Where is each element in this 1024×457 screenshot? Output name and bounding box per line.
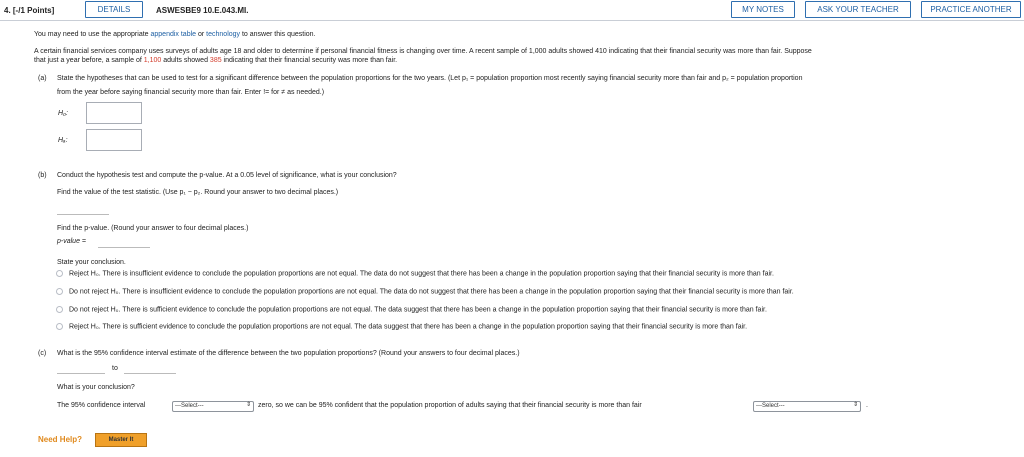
details-button[interactable]: DETAILS	[85, 1, 143, 18]
problem-text-a: that just a year before, a sample of	[34, 57, 144, 64]
ci-lower-input[interactable]	[57, 362, 105, 374]
practice-another-button[interactable]: PRACTICE ANOTHER	[921, 1, 1021, 18]
ci-upper-input[interactable]	[124, 362, 176, 374]
option-3-text: Do not reject H₀. There is sufficient evidence to conclude the population proportions are not equal. The data suggest that there has been a change in the population proportion saying that their financial security is more than fair.	[69, 306, 767, 314]
technology-link[interactable]: technology	[206, 31, 241, 38]
conclusion-option-4[interactable]	[66, 323, 747, 332]
conclusion-option-2[interactable]	[66, 288, 794, 297]
radio-option-1[interactable]	[56, 270, 63, 277]
intro-or: or	[196, 31, 207, 38]
ci-sentence-start: The 95% confidence interval	[57, 402, 146, 409]
ask-teacher-button[interactable]: ASK YOUR TEACHER	[805, 1, 911, 18]
part-c-question: What is the 95% confidence interval estimate of the difference between the two population proportions? (Round your answers to four decimal places.)	[57, 350, 520, 357]
intro-text	[34, 31, 316, 40]
ci-to-label: to	[112, 365, 118, 372]
part-b-question: Conduct the hypothesis test and compute the p-value. At a 0.05 level of significance, what is your conclusion?	[57, 172, 397, 179]
sample-size-2: 1,100	[143, 57, 162, 64]
appendix-table-link[interactable]: appendix table	[150, 31, 197, 38]
count-2: 385	[209, 57, 222, 64]
ci-relation-select[interactable]	[172, 401, 254, 412]
part-b-label: (b)	[38, 172, 47, 179]
problem-text-c: indicating that their financial security was more than fair.	[221, 57, 398, 64]
pvalue-input[interactable]	[98, 236, 150, 248]
radio-option-4[interactable]	[56, 323, 63, 330]
option-1-text: Reject H₀. There is insufficient evidence to conclude the population proportions are not equal. The data do not suggest that there has been a change in the population proportion saying that their financial security is more than fair.	[69, 270, 774, 278]
problem-code: ASWESBE9 10.E.043.MI.	[156, 6, 249, 15]
pvalue-label: p-value =	[57, 238, 86, 245]
ci-conclusion-prompt: What is your conclusion?	[57, 384, 135, 391]
conclusion-option-1[interactable]	[66, 270, 774, 279]
part-a-instructions-line2: from the year before saying financial security more than fair. Enter != for ≠ as needed.)	[57, 89, 325, 96]
select-arrow-icon: ⇕	[245, 402, 251, 408]
problem-statement: A certain financial services company uses surveys of adults age 18 and older to determine if personal financial fitness is changing over time. A recent sample of 1,000 adults showed 410 indicating that their financial security was more than fair. Suppose	[34, 48, 812, 55]
option-2-text: Do not reject H₀. There is insufficient evidence to conclude the population proportions are not equal. The data do not suggest that there has been a change in the population proportion saying that their financial security is more than fair.	[69, 288, 794, 296]
pvalue-prompt: Find the p-value. (Round your answer to four decimal places.)	[57, 225, 249, 232]
ci-relation-select-value: ---Select---	[175, 403, 204, 409]
h0-input[interactable]	[86, 102, 142, 124]
ci-sentence-middle: zero, so we can be 95% confident that the population proportion of adults saying that their financial security is more than fair	[258, 402, 642, 409]
select-arrow-icon: ⇕	[852, 402, 858, 408]
option-4-text: Reject H₀. There is sufficient evidence to conclude the population proportions are not equal. The data suggest that there has been a change in the population proportion saying that their financial security is more than fair.	[69, 323, 748, 331]
intro-suffix: to answer this question.	[240, 31, 316, 38]
ci-change-select[interactable]	[753, 401, 861, 412]
question-header	[0, 0, 1024, 21]
conclusion-prompt: State your conclusion.	[57, 259, 126, 266]
part-c-label: (c)	[38, 350, 47, 357]
test-statistic-prompt: Find the value of the test statistic. (Use p₁ − p₂. Round your answer to two decimal places.)	[57, 189, 339, 196]
ci-change-select-value: ---Select---	[756, 403, 785, 409]
intro-prefix: You may need to use the appropriate	[34, 31, 151, 38]
ha-label: Hₐ:	[58, 137, 68, 144]
conclusion-option-3[interactable]	[66, 306, 767, 315]
part-a-label: (a)	[38, 75, 47, 82]
ha-input[interactable]	[86, 129, 142, 151]
radio-option-2[interactable]	[56, 288, 63, 295]
problem-text-b: adults showed	[161, 57, 210, 64]
problem-statement-line2	[34, 57, 397, 66]
test-statistic-input[interactable]	[57, 203, 109, 215]
h0-label: H₀:	[58, 110, 68, 117]
question-points: 4. [-/1 Points]	[4, 6, 55, 15]
master-it-button[interactable]: Master It	[95, 433, 147, 447]
my-notes-button[interactable]: MY NOTES	[731, 1, 795, 18]
part-a-instructions: State the hypotheses that can be used to test for a significant difference between the population proportions for the two years. (Let p₁ = population proportion most recently saying financial security more than fair and p₂ = population proportion	[57, 75, 803, 82]
radio-option-3[interactable]	[56, 306, 63, 313]
need-help-label: Need Help?	[38, 435, 83, 444]
ci-sentence-end: .	[866, 402, 868, 409]
